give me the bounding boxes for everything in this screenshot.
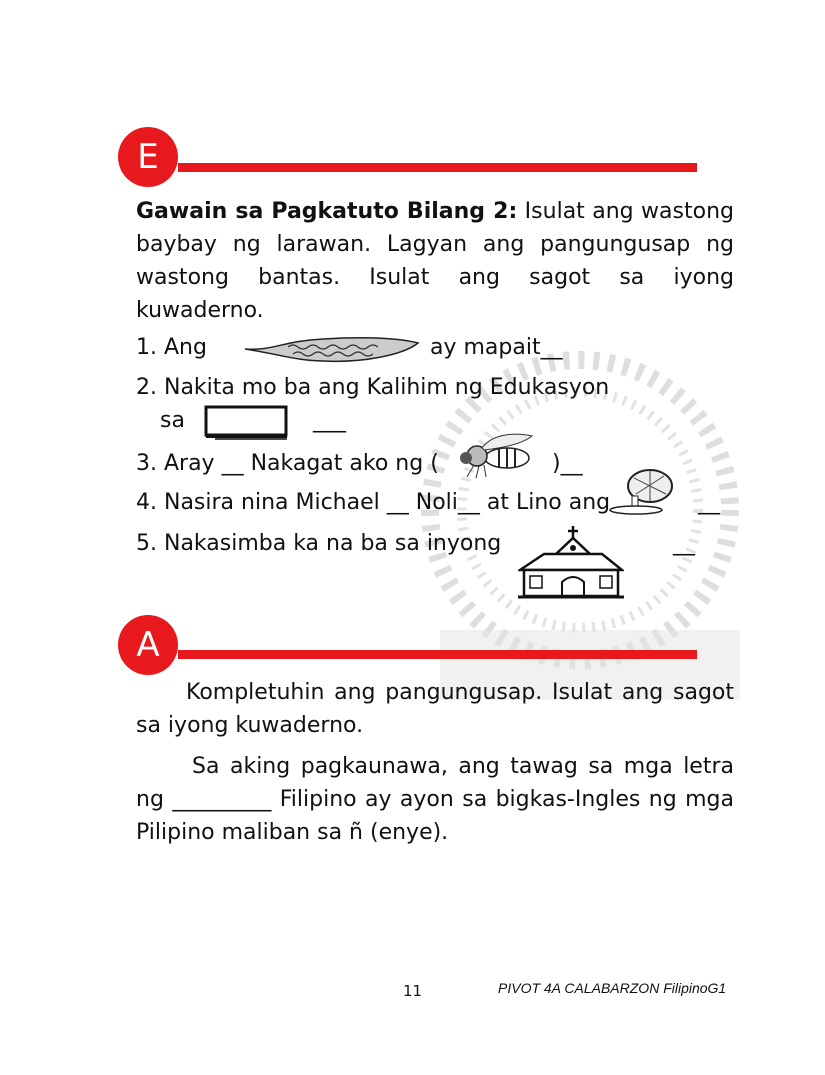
item-5-start: 5. Nakasimba ka na ba sa inyong — [136, 531, 502, 556]
section-a-paragraph-1 — [136, 676, 734, 742]
item-2-start: 2. Nakita mo ba ang Kalihim ng Edukasyon — [136, 375, 610, 400]
item-4-end: __ — [698, 490, 720, 515]
church-icon — [518, 524, 624, 600]
section-a-badge — [118, 615, 178, 675]
instruction-text: Isulat ang wastong baybay ng larawan. Lagyan ang pangungusap ng wastong bantas. Isulat ang sagot sa iyong kuwaderno. — [136, 199, 734, 323]
section-a-divider — [178, 650, 697, 659]
item-1-start: 1. Ang — [136, 335, 207, 360]
item-3-end: )__ — [552, 451, 583, 476]
page-number: 11 — [403, 982, 423, 1000]
item-4-start: 4. Nasira nina Michael __ Noli__ at Lino ang — [136, 490, 611, 515]
section-a-letter: A — [136, 625, 160, 665]
section-e-badge — [118, 127, 178, 187]
section-e-divider — [178, 163, 697, 172]
item-1-end: ay mapait__ — [430, 335, 563, 360]
item-2-sa: sa — [160, 408, 185, 433]
bitter-gourd-icon — [243, 333, 420, 365]
television-icon — [203, 404, 291, 442]
footer-label: PIVOT 4A CALABARZON FilipinoG1 — [498, 980, 727, 996]
instruction-paragraph — [136, 195, 734, 327]
item-5-end: __ — [673, 531, 695, 556]
item-2-end: ___ — [313, 408, 346, 433]
item-3-start: 3. Aray __ Nakagat ako ng ( — [136, 451, 439, 476]
bee-icon — [452, 430, 537, 480]
electric-fan-icon — [606, 466, 684, 516]
section-e-letter: E — [137, 137, 159, 177]
section-a-text-2: Sa aking pagkaunawa, ang tawag sa mga letra ng _________ Filipino ay ayon sa bigkas-Ingles ng mga Pilipino maliban sa ñ (enye). — [136, 754, 734, 845]
section-a-paragraph-2 — [136, 750, 734, 849]
section-a-text-1: Kompletuhin ang pangungusap. Isulat ang sagot sa iyong kuwaderno. — [136, 680, 734, 738]
instruction-title: Gawain sa Pagkatuto Bilang 2: — [136, 199, 518, 224]
